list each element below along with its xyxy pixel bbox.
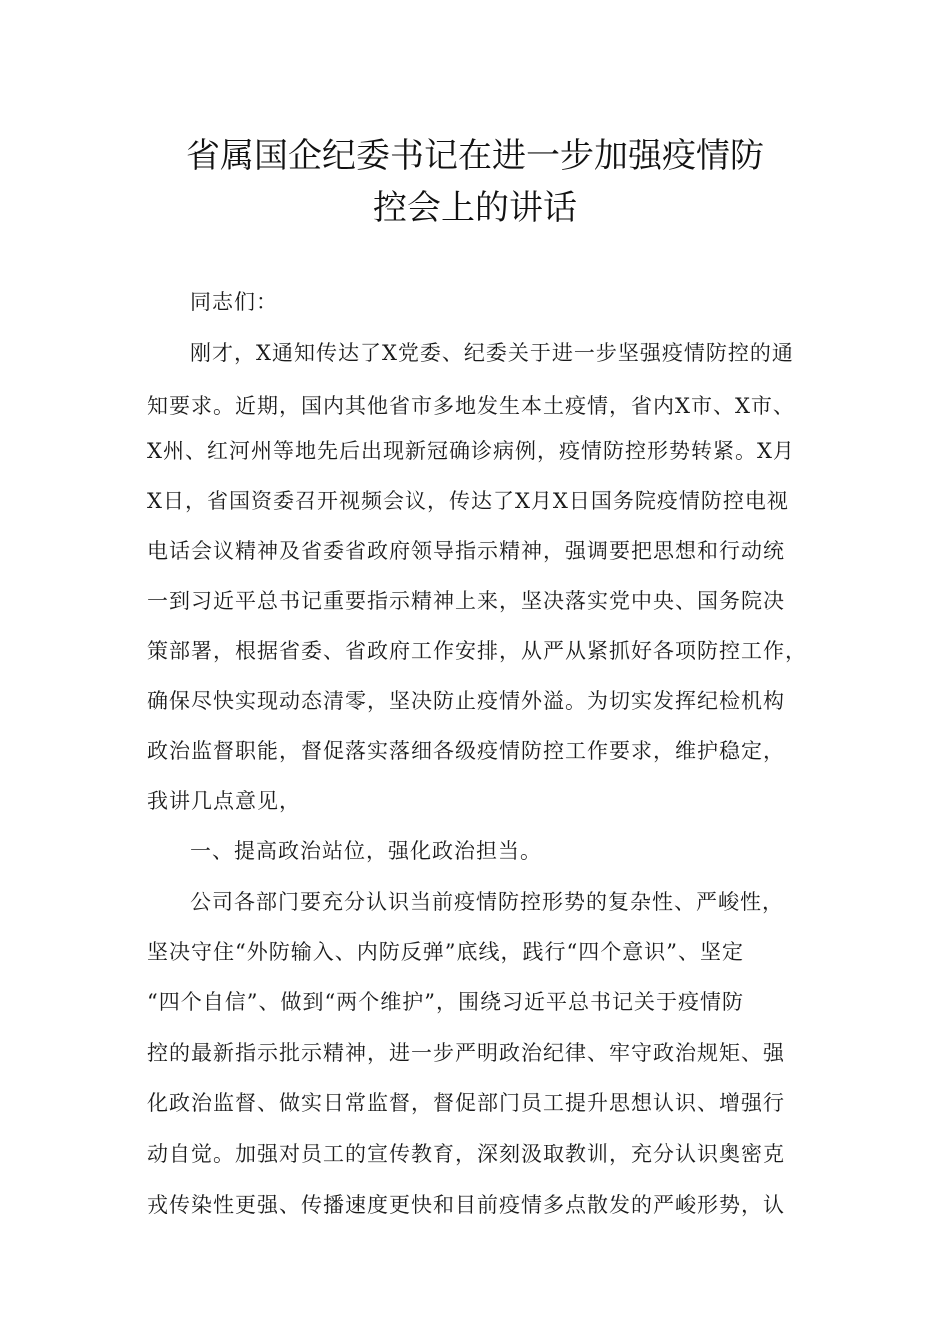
paragraph-line: 刚才，X通知传达了X党委、纪委关于进一步坚强疫情防控的通: [190, 341, 794, 365]
paragraph-line: 政治监督职能，督促落实落细各级疫情防控工作要求，维护稳定，: [147, 739, 785, 763]
document-title-line-1: 省属国企纪委书记在进一步加强疫情防: [186, 136, 764, 176]
document-title-line-2: 控会上的讲话: [373, 188, 577, 228]
paragraph-line: X州、红河州等地先后出现新冠确诊病例，疫情防控形势转紧。X月: [147, 439, 795, 463]
paragraph-line: 一到习近平总书记重要指示精神上来，坚决落实党中央、国务院决: [147, 589, 785, 613]
paragraph-line: 确保尽快实现动态清零，坚决防止疫情外溢。为切实发挥纪检机构: [147, 689, 785, 713]
paragraph-line: 化政治监督、做实日常监督，督促部门员工提升思想认识、增强行: [147, 1091, 785, 1115]
paragraph-line: 坚决守住“外防输入、内防反弹”底线，践行“四个意识”、坚定: [147, 940, 744, 964]
paragraph-line: 我讲几点意见，: [147, 789, 301, 813]
section-heading: 一、提高政治站位，强化政治担当。: [190, 839, 542, 863]
paragraph-line: 公司各部门要充分认识当前疫情防控形势的复杂性、严峻性，: [190, 890, 784, 914]
paragraph-line: 知要求。近期，国内其他省市多地发生本土疫情，省内X市、X市、: [147, 394, 795, 418]
paragraph-line: 戎传染性更强、传播速度更快和目前疫情多点散发的严峻形势，认: [147, 1193, 785, 1217]
salutation: 同志们：: [190, 290, 278, 314]
paragraph-line: 动自觉。加强对员工的宣传教育，深刻汲取教训，充分认识奥密克: [147, 1142, 785, 1166]
paragraph-line: X日，省国资委召开视频会议，传达了X月X日国务院疫情防控电视: [147, 489, 789, 513]
paragraph-line: 策部署，根据省委、省政府工作安排，从严从紧抓好各项防控工作，: [147, 639, 807, 663]
paragraph-line: “四个自信”、做到“两个维护”，围绕习近平总书记关于疫情防: [147, 990, 744, 1014]
paragraph-line: 控的最新指示批示精神，进一步严明政治纪律、牢守政治规矩、强: [147, 1041, 785, 1065]
paragraph-line: 电话会议精神及省委省政府领导指示精神，强调要把思想和行动统: [147, 539, 785, 563]
